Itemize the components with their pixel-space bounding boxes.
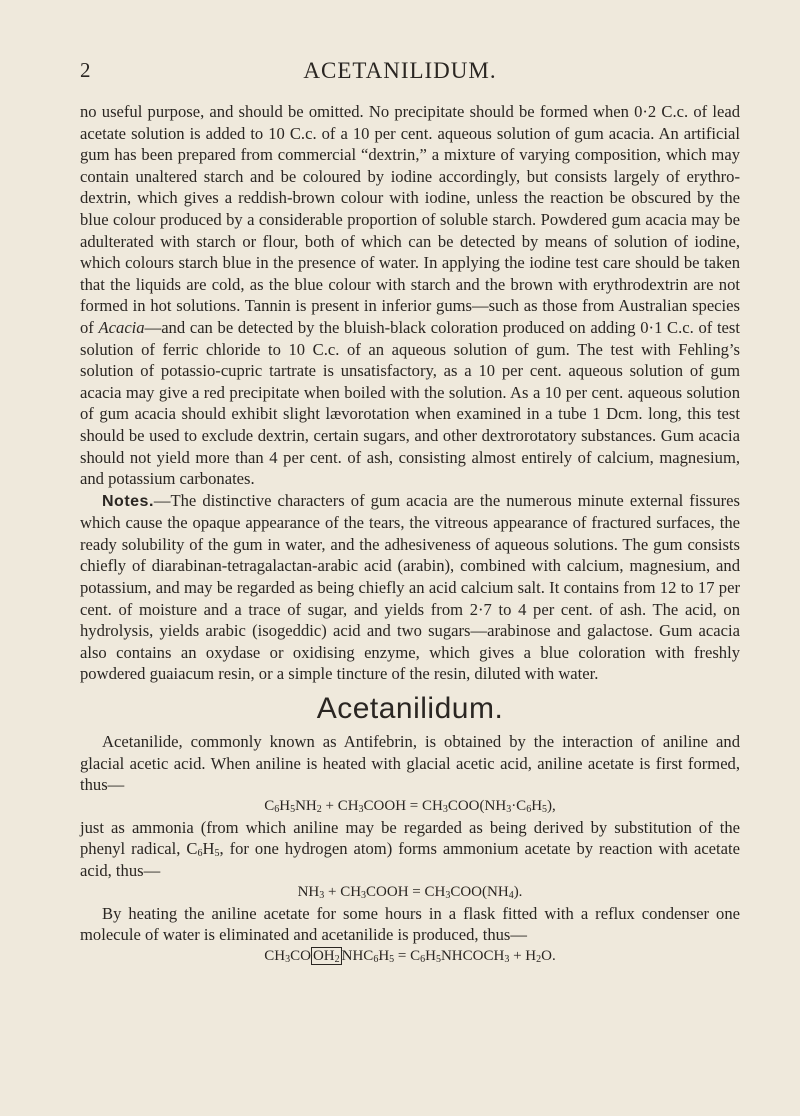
- equation-ammonium-acetate: $NH_3$ + $CH_3COOH = CH_3COO(NH_4)$.: [297, 883, 523, 901]
- paragraph-notes: Notes.—The distinctive characters of gum acacia are the numerous minute external fissures which cause the opaque appearance of the tears, the vitreous appearance of fractured surfaces, the ready solubility of the gum in water, and the adhesiveness of aqueous solutions. The gum consists chiefly of diarabinan-tetragalactan-arabic acid (arabin), combined with calcium, magnesium, and potassium, and may be regarded as being chiefly an acid calcium salt. It contains from 12 to 17 per cent. of moisture and a trace of sugar, and yields from 2·7 to 4 per cent. of ash. The acid, on hydrolysis, yields arabic (isogeddic) acid and two sugars—arabinose and galactose. Gum acacia also contains an oxydase or oxidising enzyme, which gives a blue coloration with freshly powdered guaiacum resin, or a simple tincture of the resin, diluted with water.: [80, 490, 740, 684]
- paragraph-heating: By heating the aniline acetate for some hours in a flask fitted with a reflux condenser one molecule of water is eliminated and acetanilide is produced, thus—: [80, 903, 740, 945]
- eliminated-water-box: $OH_2$: [312, 947, 340, 965]
- page-number: 2: [80, 58, 91, 82]
- equation-aniline-acetate: $C_6H_5NH_2$ + $CH_3COOH = CH_3COO(NH_3\cdot C_6H_5)$,: [264, 797, 556, 815]
- page-body: [80, 101, 740, 967]
- paragraph-acetanilide-intro: Acetanilide, commonly known as Antifebrin, is obtained by the interaction of aniline and glacial acetic acid. When aniline is heated with glacial acetic acid, aniline acetate is first formed, thus—: [80, 732, 740, 795]
- page-header: [80, 58, 720, 88]
- running-head: ACETANILIDUM.: [303, 58, 497, 83]
- italic-acacia: Acacia: [98, 317, 145, 337]
- paragraph-gum-acacia-tests: no useful purpose, and should be omitted. No precipitate should be formed when 0·2 C.c. of lead acetate solution is added to 10 C.c. of a 10 per cent. aqueous solution of gum acacia. An artificial gum has been prepared from commercial “dextrin,” a mixture of varying composition, which may contain unaltered starch and be coloured by iodine accordingly, but consists largely of erythro-dextrin, which gives a reddish-brown colour with iodine, unless the reaction be obscured by the blue colour produced by a considerable proportion of soluble starch. Powdered gum acacia may be adulterated with starch or flour, both of which can be detected by means of solution of iodine, which colours starch blue in the presence of water. In applying the iodine test care should be taken that the liquids are cold, as the blue colour with starch and the brown with erythrodextrin are not formed in hot solutions. Tannin is present in inferior gums—such as those from Australian species of Acacia—and can be detected by the bluish-black coloration produced on adding 0·1 C.c. of test solution of ferric chloride to 10 C.c. of an aqueous solution of gum. The test with Fehling’s solution of potassio-cupric tartrate is unsatisfactory, as a 10 per cent. aqueous solution of gum acacia may give a red precipitate when boiled with the solution. As a 10 per cent. aqueous solution of gum acacia should exhibit slight lævorotation when examined in a tube 1 Dcm. long, this test should be used to exclude dextrin, certain sugars, and other dextrorotatory substances. Gum acacia should not yield more than 4 per cent. of ash, consisting almost entirely of calcium, magnesium, and potassium carbonates.: [80, 102, 740, 489]
- notes-label: Notes.: [102, 492, 154, 510]
- paragraph-ammonia-analogy: just as ammonia (from which aniline may be regarded as being derived by substitution of the phenyl radical, $C_6H_5$, for one hydrogen atom) forms ammonium acetate by reaction with acetate acid, thus—: [80, 817, 740, 880]
- equation-acetanilide-formation: $CH_3CO$ $OH_2$ $NHC_6H_5$ = $C_6H_5NHCOCH_3 + H_2O$.: [264, 947, 556, 965]
- section-title: Acetanilidum.: [316, 692, 504, 726]
